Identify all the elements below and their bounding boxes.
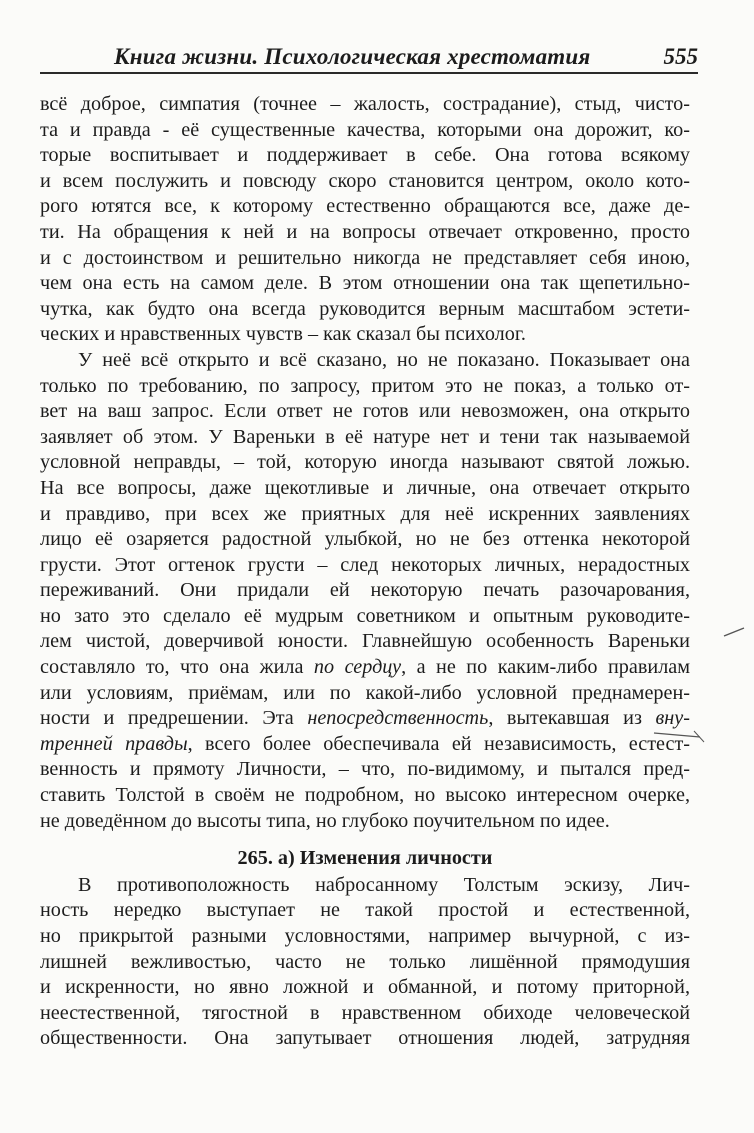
text-line: условной неправды, – той, которую иногда называют святой ложью. bbox=[40, 451, 690, 474]
text-line: заявляет об этом. У Вареньки в её натуре нет и тени так называемой bbox=[40, 425, 690, 448]
text-line: только по требованию, по запросу, притом это не показ, а только от- bbox=[40, 374, 690, 397]
text-line: грусти. Этот огтенок грусти – след некоторых личных, нерадостных bbox=[40, 553, 690, 576]
text-line: чем она есть на самом деле. В этом отношении она так щепетильно- bbox=[40, 272, 690, 295]
paragraph-3 bbox=[40, 873, 690, 1052]
text-line: или условиям, приёмам, или по какой-либо условной преднамерен- bbox=[40, 681, 690, 704]
text-line: чутка, как будто она всегда руководится верным масштабом эстети- bbox=[40, 297, 690, 320]
text-line: лишней вежливостью, часто не только лишённой прямодушия bbox=[40, 950, 690, 973]
text-line: и с достоинством и решительно никогда не представляет себя иною, bbox=[40, 246, 690, 269]
text-line: переживаний. Они придали ей некоторую печать разочарования, bbox=[40, 579, 690, 602]
italic-phrase: непосредственность bbox=[307, 707, 489, 730]
text-line: ность нередко выступает не такой простой и естественной, bbox=[40, 899, 690, 922]
text-line bbox=[40, 732, 690, 758]
text-line: не доведённом до высоты типа, но глубоко поучительном по идее. bbox=[40, 809, 610, 832]
text-line: но прикрытой разными условностями, например вычурной, с из- bbox=[40, 925, 690, 947]
text-line: ческих и нравственных чувств – как сказал бы психолог. bbox=[40, 323, 526, 346]
text-line: рого ютятся все, к которому естественно обращаются все, даже де- bbox=[40, 195, 690, 218]
text-line: всё доброе, симпатия (точнее – жалость, сострадание), стыд, чисто- bbox=[40, 93, 690, 115]
text-line: вет на ваш запрос. Если ответ не готов или невозможен, она открыто bbox=[40, 400, 690, 423]
text-line bbox=[40, 655, 690, 681]
text-line: лем чистой, доверчивой юности. Главнейшую особенность Вареньки bbox=[40, 630, 690, 653]
text-line: та и правда - её существенные качества, которыми она дорожит, ко- bbox=[40, 118, 690, 141]
text-line: общественности. Она запутывает отношения людей, затрудняя bbox=[40, 1027, 690, 1050]
text-line: и всем послужить и повсюду скоро становится центром, около кото- bbox=[40, 169, 690, 192]
text-line: лицо её озаряется радостной улыбкой, но не без оттенка некоторой bbox=[40, 528, 690, 551]
italic-phrase: тренней правды bbox=[40, 732, 188, 755]
text-line: торые воспитывает и поддерживает в себе. Она готова всякому bbox=[40, 144, 690, 167]
text-line: и искренности, но явно ложной и обманной, и потому приторной, bbox=[40, 976, 690, 999]
text-run: ности и предрешении. Эта bbox=[40, 707, 308, 730]
paragraph-2 bbox=[40, 348, 690, 834]
section-number: 265. bbox=[237, 847, 273, 870]
text-run: , всего более обеспечивала ей независимость, естест- bbox=[187, 732, 690, 755]
text-line bbox=[40, 706, 690, 732]
section-heading bbox=[40, 846, 690, 872]
text-line: В противоположность набросанному Толстым эскизу, Лич- bbox=[78, 873, 690, 896]
text-line: ставить Толстой в своём не подробном, но высоко интересном очерке, bbox=[40, 784, 690, 807]
text-run: составляло то, что она жила bbox=[40, 656, 314, 679]
text-run: , а не по каким-либо правилам bbox=[401, 656, 690, 679]
text-line: венность и прямоту Личности, – что, по-видимому, и пытался пред- bbox=[40, 758, 690, 781]
text-line: неестественной, тягостной в нравственном обиходе человеческой bbox=[40, 1001, 690, 1024]
running-header bbox=[40, 38, 698, 74]
text-line: но зато это сделало её мудрым советником и опытным руководите- bbox=[40, 604, 690, 627]
text-line: У неё всё открыто и всё сказано, но не показано. Показывает она bbox=[78, 348, 690, 371]
text-line: ти. На обращения к ней и на вопросы отвечает откровенно, просто bbox=[40, 220, 690, 243]
paragraph-1 bbox=[40, 92, 690, 348]
text-line: и правдиво, при всех же приятных для неё искренних заявлениях bbox=[40, 502, 690, 525]
section-title: а) Изменения личности bbox=[277, 847, 493, 870]
pencil-stroke-mark bbox=[724, 628, 744, 636]
italic-phrase: по сердцу bbox=[313, 656, 402, 679]
text-run: , вытекавшая из bbox=[488, 707, 656, 730]
pencil-stroke-mark bbox=[694, 731, 704, 742]
page-number: 555 bbox=[663, 44, 698, 69]
page-body bbox=[40, 92, 690, 1052]
text-line: На все вопросы, даже щекотливые и личные, она отвечает открыто bbox=[40, 476, 690, 499]
running-title: Книга жизни. Психологическая хрестоматия bbox=[114, 44, 591, 69]
italic-phrase: вну- bbox=[655, 707, 690, 730]
